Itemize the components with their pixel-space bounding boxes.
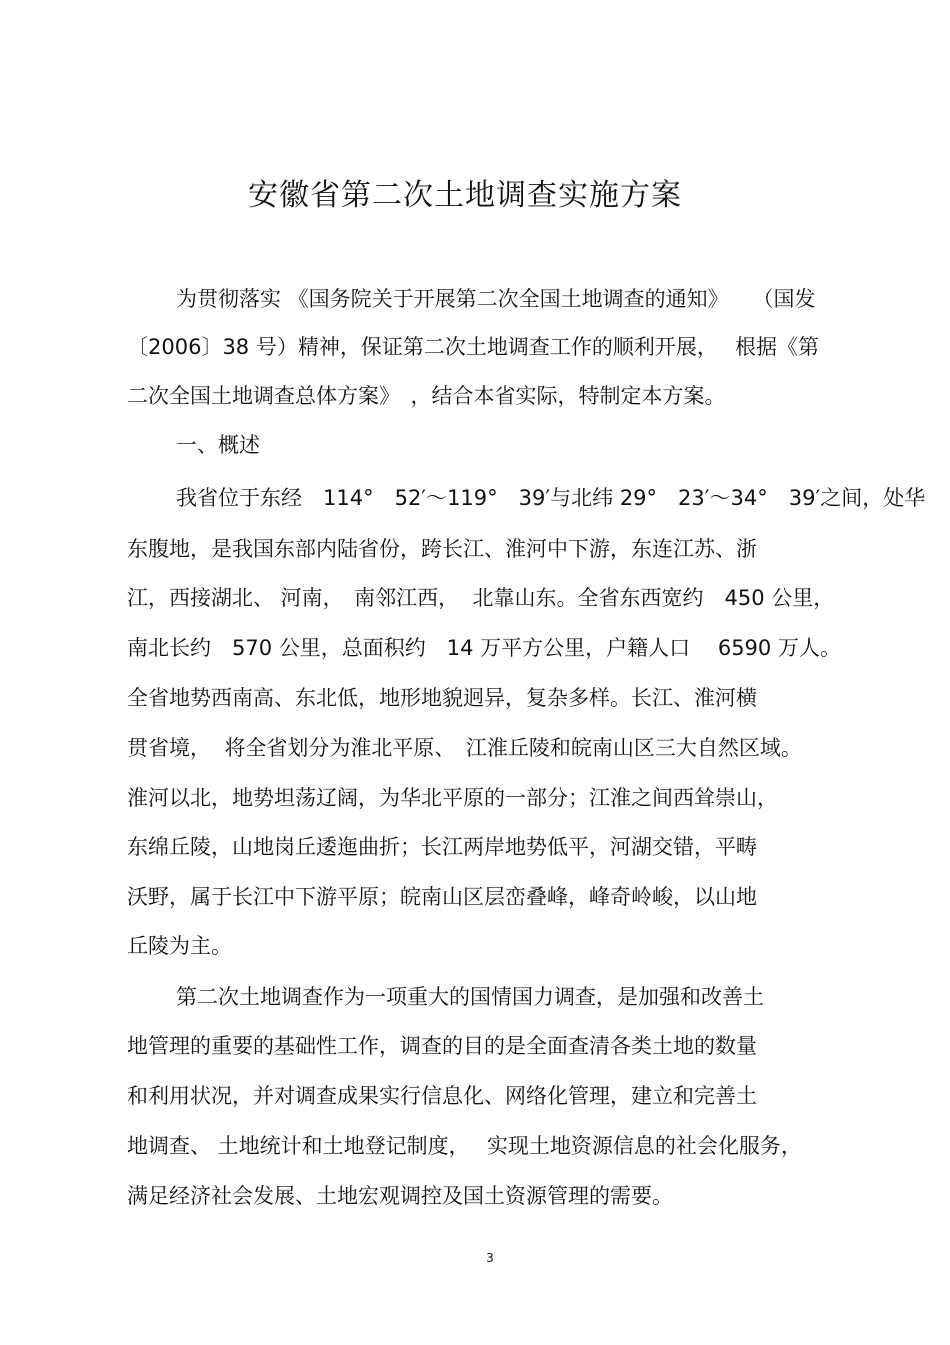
paragraph-line: 为贯彻落实 《国务院关于开展第二次全国土地调查的通知》 （国发 — [176, 287, 816, 311]
paragraph-line: 和利用状况，并对调查成果实行信息化、网络化管理，建立和完善土 — [127, 1084, 757, 1108]
paragraph-line: 地管理的重要的基础性工作，调查的目的是全面查清各类土地的数量 — [127, 1034, 757, 1058]
page-title: 安徽省第二次土地调查实施方案 — [248, 178, 682, 213]
paragraph-line: 东腹地，是我国东部内陆省份，跨长江、淮河中下游，东连江苏、浙 — [127, 537, 757, 561]
paragraph-line: 南北长约 570 公里，总面积约 14 万平方公里，户籍人口 6590 万人。 — [127, 636, 841, 660]
paragraph-line: 江，西接湖北、 河南， 南邻江西， 北靠山东。全省东西宽约 450 公里， — [127, 586, 835, 610]
paragraph-line: 丘陵为主。 — [127, 934, 232, 958]
page-number: 3 — [486, 1251, 494, 1265]
paragraph-line: 我省位于东经 114° 52′～119° 39′与北纬 29° 23′～34° 39′之间，处华 — [176, 486, 926, 510]
paragraph-line: 满足经济社会发展、土地宏观调控及国土资源管理的需要。 — [127, 1184, 673, 1208]
paragraph-line: 东绵丘陵，山地岗丘逶迤曲折；长江两岸地势低平，河湖交错，平畴 — [127, 835, 757, 859]
paragraph-line: 二次全国土地调查总体方案》 ，结合本省实际，特制定本方案。 — [127, 384, 726, 408]
paragraph-line: 贯省境， 将全省划分为淮北平原、 江淮丘陵和皖南山区三大自然区域。 — [127, 736, 802, 760]
paragraph-line: 全省地势西南高、东北低，地形地貌迥异，复杂多样。长江、淮河横 — [127, 686, 757, 710]
paragraph-line: 〔2006〕38 号）精神，保证第二次土地调查工作的顺利开展， 根据《第 — [127, 335, 820, 359]
paragraph-line: 沃野，属于长江中下游平原；皖南山区层峦叠峰，峰奇岭峻，以山地 — [127, 885, 757, 909]
section-heading: 一、概述 — [176, 433, 260, 457]
paragraph-line: 地调查、 土地统计和土地登记制度， 实现土地资源信息的社会化服务， — [127, 1134, 802, 1158]
paragraph-line: 淮河以北，地势坦荡辽阔，为华北平原的一部分；江淮之间西耸崇山， — [127, 786, 778, 810]
paragraph-line: 第二次土地调查作为一项重大的国情国力调查，是加强和改善土 — [176, 985, 764, 1009]
